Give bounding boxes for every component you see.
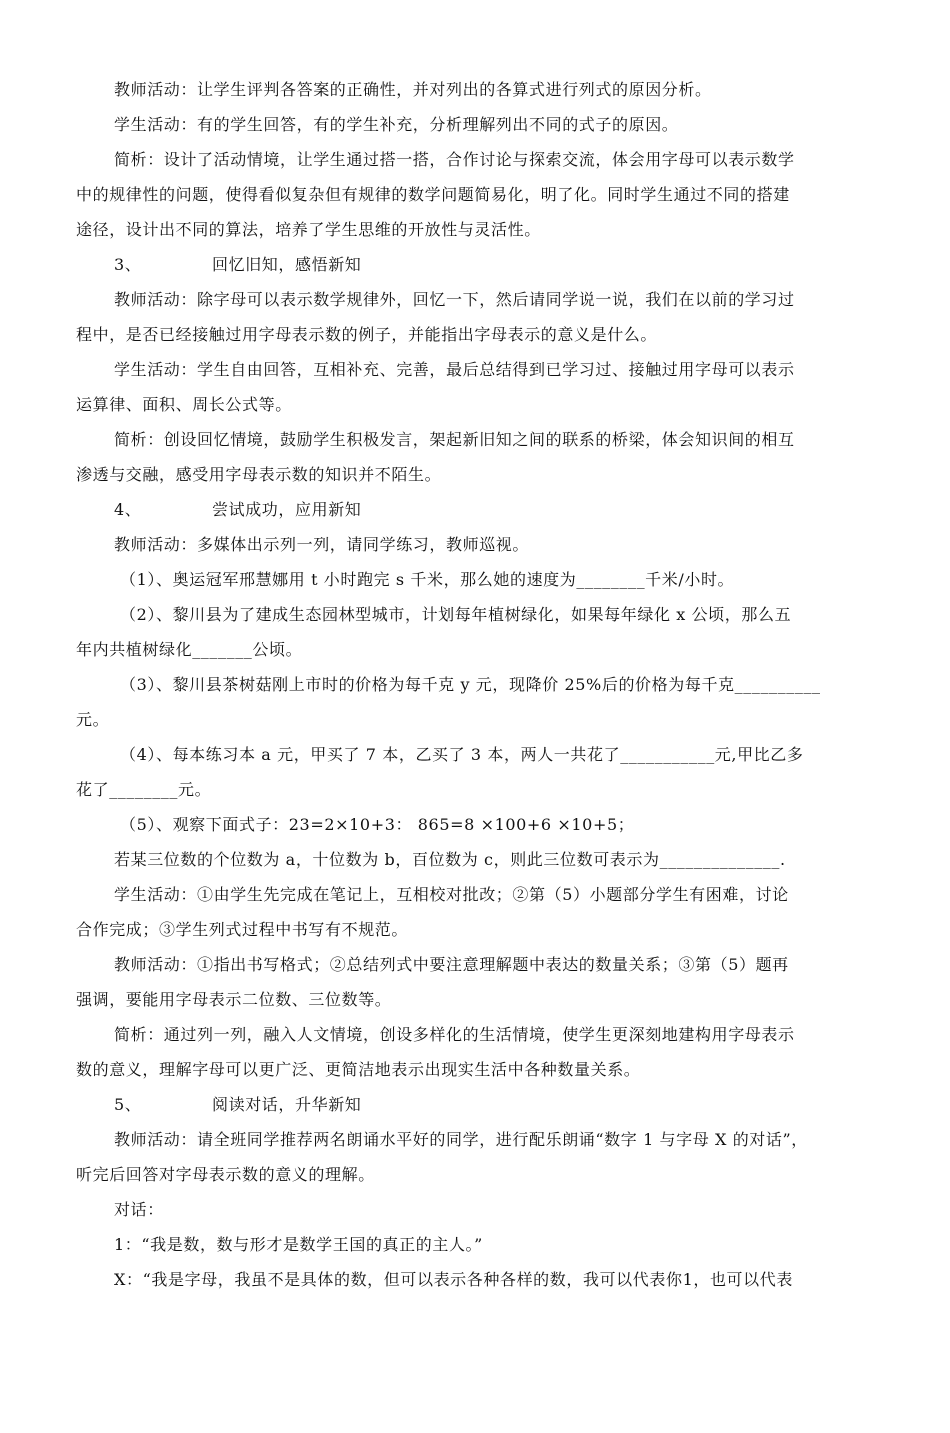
paragraph-line: 简析：通过列一列，融入人文情境，创设多样化的生活情境，使学生更深刻地建构用字母表示 [114,1025,795,1044]
section-number: 3、 [114,255,142,274]
paragraph-line: 简析：创设回忆情境，鼓励学生积极发言，架起新旧知之间的联系的桥梁，体会知识间的相互 [114,430,795,449]
exercise-line: （2）、黎川县为了建成生态园林型城市，计划每年植树绿化，如果每年绿化 x 公顷，那么五 [120,605,792,624]
paragraph-line: 简析：设计了活动情境，让学生通过搭一搭，合作讨论与探索交流，体会用字母可以表示数学 [114,150,795,169]
paragraph-line: 途径，设计出不同的算法，培养了学生思维的开放性与灵活性。 [76,220,541,239]
paragraph-line: 教师活动：请全班同学推荐两名朗诵水平好的同学，进行配乐朗诵“数字 1 与字母 X 的对话”， [114,1130,808,1149]
paragraph-line: 教师活动：除字母可以表示数学规律外，回忆一下，然后请同学说一说，我们在以前的学习过 [114,290,795,309]
paragraph-line: 听完后回答对字母表示数的意义的理解。 [76,1165,375,1184]
dialogue-line: 1：“我是数，数与形才是数学王国的真正的主人。” [114,1235,483,1254]
paragraph-line: 渗透与交融，感受用字母表示数的知识并不陌生。 [76,465,442,484]
section-title: 回忆旧知，感悟新知 [212,255,362,274]
paragraph-line: 数的意义，理解字母可以更广泛、更简洁地表示出现实生活中各种数量关系。 [76,1060,641,1079]
paragraph-line: 强调，要能用字母表示二位数、三位数等。 [76,990,392,1009]
paragraph-line: 程中，是否已经接触过用字母表示数的例子，并能指出字母表示的意义是什么。 [76,325,658,344]
paragraph-line: 学生活动：有的学生回答，有的学生补充，分析理解列出不同的式子的原因。 [114,115,679,134]
exercise-line: （1）、奥运冠军邢慧娜用 t 小时跑完 s 千米，那么她的速度为________千米/小时。 [120,570,735,589]
paragraph-line: 学生活动：学生自由回答，互相补充、完善，最后总结得到已学习过、接触过用字母可以表示 [114,360,795,379]
exercise-line: 年内共植树绿化_______公顷。 [76,640,303,659]
dialogue-line: X：“我是字母，我虽不是具体的数，但可以表示各种各样的数，我可以代表你1，也可以代表 [114,1270,793,1289]
section-title: 阅读对话，升华新知 [212,1095,362,1114]
paragraph-line: 运算律、面积、周长公式等。 [76,395,292,414]
exercise-line: （3）、黎川县茶树菇刚上市时的价格为每千克 y 元，现降价 25%后的价格为每千克__________ [120,675,821,694]
section-number: 5、 [114,1095,142,1114]
paragraph-line: 教师活动：让学生评判各答案的正确性，并对列出的各算式进行列式的原因分析。 [114,80,712,99]
exercise-line: （4）、每本练习本 a 元，甲买了 7 本，乙买了 3 本，两人一共花了___________元,甲比乙多 [120,745,804,764]
section-number: 4、 [114,500,142,519]
section-heading-4 [114,498,361,522]
section-title: 尝试成功，应用新知 [212,500,362,519]
exercise-line: 花了________元。 [76,780,212,799]
paragraph-line: 学生活动：①由学生先完成在笔记上，互相校对批改；②第（5）小题部分学生有困难，讨论 [114,885,789,904]
exercise-line: （5）、观察下面式子：23=2×10+3： 865=8 ×100+6 ×10+5； [120,815,635,834]
dialogue-label: 对话： [114,1200,164,1219]
section-heading-5 [114,1093,361,1117]
paragraph-line: 教师活动：多媒体出示列一列，请同学练习，教师巡视。 [114,535,530,554]
paragraph-line: 中的规律性的问题，使得看似复杂但有规律的数学问题简易化，明了化。同时学生通过不同的搭建 [76,185,790,204]
exercise-line: 若某三位数的个位数为 a，十位数为 b，百位数为 c，则此三位数可表示为______________. [114,850,786,869]
paragraph-line: 教师活动：①指出书写格式；②总结列式中要注意理解题中表达的数量关系；③第（5）题再 [114,955,789,974]
paragraph-line: 合作完成；③学生列式过程中书写有不规范。 [76,920,409,939]
exercise-line: 元。 [76,710,110,729]
section-heading-3 [114,253,361,277]
